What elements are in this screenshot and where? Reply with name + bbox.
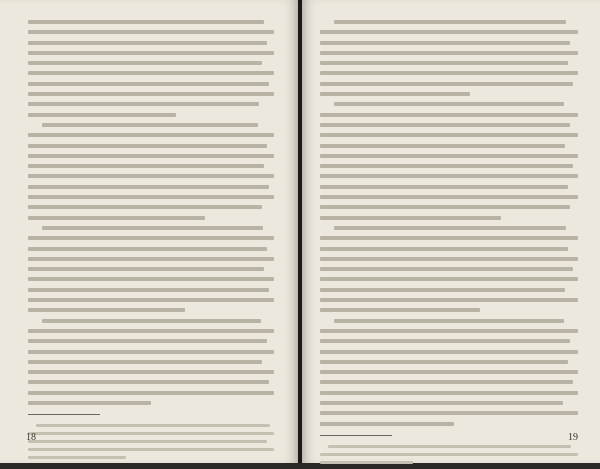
text-line-placeholder (28, 133, 274, 137)
text-line-placeholder (28, 350, 274, 354)
text-line-placeholder (28, 113, 176, 117)
footnote-block (320, 445, 578, 464)
text-line-placeholder (320, 350, 578, 354)
text-line-placeholder (28, 360, 262, 364)
text-line-placeholder (320, 380, 573, 384)
text-line-placeholder (334, 20, 566, 24)
text-line-placeholder (320, 236, 578, 240)
text-line-placeholder (28, 391, 274, 395)
left-page-text-block (28, 20, 274, 464)
text-line-placeholder (320, 329, 578, 333)
text-line-placeholder (28, 370, 274, 374)
footnote-block (28, 424, 274, 459)
text-line-placeholder (28, 288, 269, 292)
text-line-placeholder (320, 51, 578, 55)
text-line-placeholder (42, 319, 261, 323)
text-line-placeholder (28, 247, 267, 251)
footnote-line-placeholder (320, 453, 578, 456)
text-line-placeholder (28, 298, 274, 302)
footnote-line-placeholder (28, 448, 274, 451)
text-line-placeholder (320, 144, 565, 148)
text-line-placeholder (320, 205, 570, 209)
text-line-placeholder (320, 391, 578, 395)
text-line-placeholder (320, 267, 573, 271)
text-line-placeholder (28, 339, 267, 343)
text-line-placeholder (320, 113, 578, 117)
text-line-placeholder (28, 71, 274, 75)
text-line-placeholder (320, 288, 565, 292)
text-line-placeholder (28, 257, 274, 261)
text-line-placeholder (28, 277, 274, 281)
text-line-placeholder (28, 401, 151, 405)
text-line-placeholder (28, 144, 267, 148)
text-line-placeholder (320, 308, 480, 312)
text-line-placeholder (320, 216, 501, 220)
text-line-placeholder (28, 205, 262, 209)
text-line-placeholder (28, 380, 269, 384)
text-line-placeholder (28, 329, 274, 333)
text-line-placeholder (320, 174, 578, 178)
text-line-placeholder (320, 360, 568, 364)
text-line-placeholder (28, 154, 274, 158)
text-line-placeholder (320, 339, 570, 343)
footnote-line-placeholder (36, 424, 270, 427)
footnote-line-placeholder (328, 445, 571, 448)
text-line-placeholder (28, 102, 259, 106)
text-line-placeholder (334, 319, 564, 323)
text-line-placeholder (28, 236, 274, 240)
footnote-rule (320, 435, 392, 436)
footnote-line-placeholder (320, 461, 413, 464)
footnote-line-placeholder (28, 456, 126, 459)
text-line-placeholder (320, 61, 568, 65)
page-number: 19 (568, 432, 578, 443)
text-line-placeholder (28, 51, 274, 55)
text-line-placeholder (320, 422, 454, 426)
text-line-placeholder (42, 123, 258, 127)
text-line-placeholder (320, 71, 578, 75)
text-line-placeholder (320, 92, 470, 96)
text-line-placeholder (320, 411, 578, 415)
text-line-placeholder (28, 61, 262, 65)
text-line-placeholder (320, 82, 573, 86)
text-line-placeholder (320, 195, 578, 199)
text-line-placeholder (28, 308, 185, 312)
text-line-placeholder (28, 41, 267, 45)
text-line-placeholder (320, 257, 578, 261)
text-line-placeholder (320, 123, 570, 127)
text-line-placeholder (28, 92, 274, 96)
text-line-placeholder (320, 30, 578, 34)
text-line-placeholder (320, 154, 578, 158)
footnote-line-placeholder (28, 440, 267, 443)
text-line-placeholder (28, 20, 264, 24)
text-line-placeholder (320, 277, 578, 281)
text-line-placeholder (28, 174, 274, 178)
text-line-placeholder (320, 298, 578, 302)
text-line-placeholder (28, 82, 269, 86)
right-page-text-block (320, 20, 578, 469)
text-line-placeholder (320, 41, 570, 45)
page-number: 18 (26, 432, 36, 443)
text-line-placeholder (320, 164, 573, 168)
text-line-placeholder (28, 185, 269, 189)
left-page (0, 0, 298, 463)
text-line-placeholder (320, 370, 578, 374)
text-line-placeholder (28, 216, 205, 220)
text-line-placeholder (28, 267, 264, 271)
text-line-placeholder (42, 226, 263, 230)
footnote-rule (28, 414, 100, 415)
text-line-placeholder (334, 226, 566, 230)
text-line-placeholder (28, 30, 274, 34)
right-page (302, 0, 600, 463)
text-line-placeholder (28, 195, 274, 199)
text-line-placeholder (320, 185, 568, 189)
text-line-placeholder (320, 401, 563, 405)
text-line-placeholder (334, 102, 564, 106)
text-line-placeholder (320, 247, 568, 251)
text-line-placeholder (320, 133, 578, 137)
text-line-placeholder (28, 164, 264, 168)
footnote-line-placeholder (28, 432, 274, 435)
